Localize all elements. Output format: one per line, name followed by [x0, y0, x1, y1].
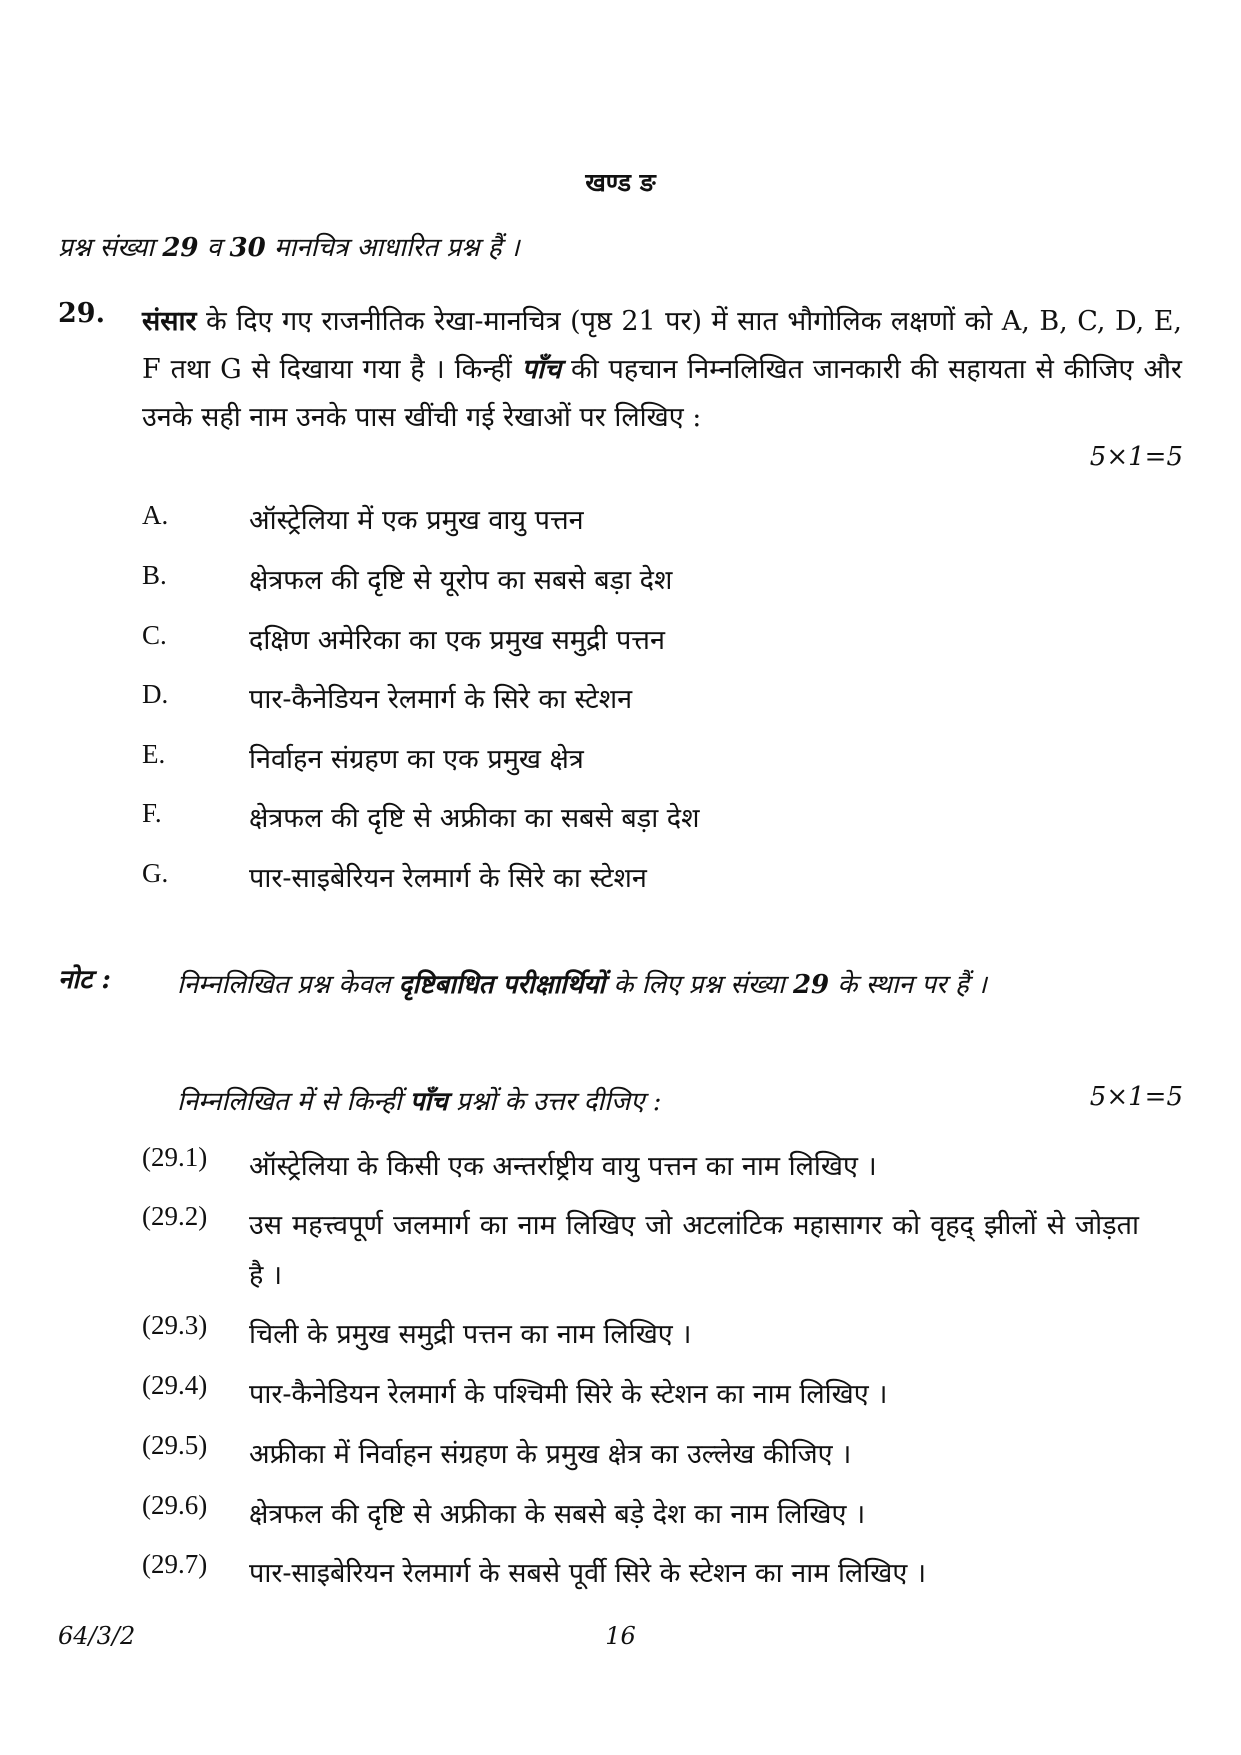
subquestion-label: (29.6) [142, 1490, 208, 1520]
subquestion-label: (29.2) [142, 1201, 208, 1231]
subquestion-text: अफ्रीका में निर्वाहन संग्रहण के प्रमुख क्षेत्र का उल्लेख कीजिए । [249, 1439, 852, 1470]
question-item [142, 679, 1182, 729]
instruction-post: प्रश्नों के उत्तर दीजिए : [447, 1087, 662, 1117]
footer-code: 64/3/2 [58, 1622, 136, 1650]
question-text [142, 298, 1182, 442]
item-text: दक्षिण अमेरिका का एक प्रमुख समुद्री पत्तन [249, 625, 665, 656]
question-item [142, 858, 1182, 908]
question-number: 29. [58, 298, 105, 329]
subquestion-text: क्षेत्रफल की दृष्टि से अफ्रीका के सबसे बड़े देश का नाम लिखिए । [249, 1499, 866, 1530]
item-label: G. [142, 858, 169, 888]
subquestion-text: चिली के प्रमुख समुद्री पत्तन का नाम लिखिए । [249, 1319, 692, 1350]
question-text-part2: की पहचान निम्नलिखित जानकारी की सहायता से कीजिए और उनके सही नाम उनके पास खींची गई रेखाओं पर लिखिए : [142, 354, 1182, 433]
instruction-pre: निम्नलिखित में से किन्हीं [177, 1087, 410, 1117]
question-item [142, 620, 1182, 670]
item-text: निर्वाहन संग्रहण का एक प्रमुख क्षेत्र [249, 744, 584, 775]
question-text-part1: के दिए गए राजनीतिक रेखा-मानचित्र (पृष्ठ 21 पर) में सात भौगोलिक लक्षणों को A, B, C, D, E, F तथा G से दिखाया गया है । किन्हीं [142, 306, 1182, 385]
item-text: पार-कैनेडियन रेलमार्ग के सिरे का स्टेशन [249, 684, 633, 715]
subquestion-text: पार-कैनेडियन रेलमार्ग के पश्चिमी सिरे के स्टेशन का नाम लिखिए । [249, 1379, 888, 1410]
note-number: 29 [792, 970, 830, 1000]
question-item [142, 500, 1182, 550]
subquestion-label: (29.5) [142, 1430, 208, 1460]
note-mid: के लिए प्रश्न संख्या [605, 970, 793, 1000]
item-text: क्षेत्रफल की दृष्टि से यूरोप का सबसे बड़ा देश [249, 565, 673, 596]
item-label: E. [142, 739, 166, 769]
note-bold: दृष्टिबाधित परीक्षार्थियों [398, 970, 606, 1000]
note-pre: निम्नलिखित प्रश्न केवल [177, 970, 399, 1000]
section-title: खण्ड ङ [585, 168, 656, 197]
footer-page-number: 16 [605, 1622, 636, 1650]
subquestion-label: (29.4) [142, 1370, 208, 1400]
note-text [177, 960, 1177, 1010]
subquestion-text: पार-साइबेरियन रेलमार्ग के सबसे पूर्वी सिरे के स्टेशन का नाम लिखिए । [249, 1558, 927, 1589]
item-label: C. [142, 620, 167, 650]
subquestion-text: ऑस्ट्रेलिया के किसी एक अन्तर्राष्ट्रीय वायु पत्तन का नाम लिखिए । [249, 1151, 877, 1182]
question-item [142, 798, 1182, 848]
question-bold-word: संसार [142, 306, 197, 337]
note-marks: 5×1=5 [1089, 1082, 1183, 1112]
item-label: B. [142, 560, 167, 590]
intro-number-30: 30 [229, 233, 266, 263]
item-text: क्षेत्रफल की दृष्टि से अफ्रीका का सबसे बड़ा देश [249, 803, 700, 834]
question-marks: 5×1=5 [1089, 442, 1183, 472]
instruction-bold: पाँच [409, 1087, 448, 1117]
question-item [142, 560, 1182, 610]
item-label: D. [142, 679, 169, 709]
intro-pre: प्रश्न संख्या [58, 233, 163, 263]
subquestion-label: (29.7) [142, 1549, 208, 1579]
note-label: नोट : [58, 965, 111, 995]
item-label: F. [142, 798, 162, 828]
subquestion-text: उस महत्त्वपूर्ण जलमार्ग का नाम लिखिए जो अटलांटिक महासागर को वृहद् झीलों से जोड़ता है । [249, 1210, 1139, 1291]
note-instruction [177, 1082, 662, 1118]
item-label: A. [142, 500, 169, 530]
subquestion-label: (29.3) [142, 1310, 208, 1340]
intro-mid: व [198, 233, 230, 263]
intro-number-29: 29 [162, 233, 199, 263]
intro-note [58, 228, 520, 264]
intro-post: मानचित्र आधारित प्रश्न हैं । [265, 233, 520, 263]
item-text: ऑस्ट्रेलिया में एक प्रमुख वायु पत्तन [249, 505, 584, 536]
question-emphasis: पाँच [521, 354, 562, 385]
question-item [142, 739, 1182, 789]
subquestion-label: (29.1) [142, 1142, 208, 1172]
note-post: के स्थान पर हैं । [829, 970, 987, 1000]
item-text: पार-साइबेरियन रेलमार्ग के सिरे का स्टेशन [249, 863, 647, 894]
